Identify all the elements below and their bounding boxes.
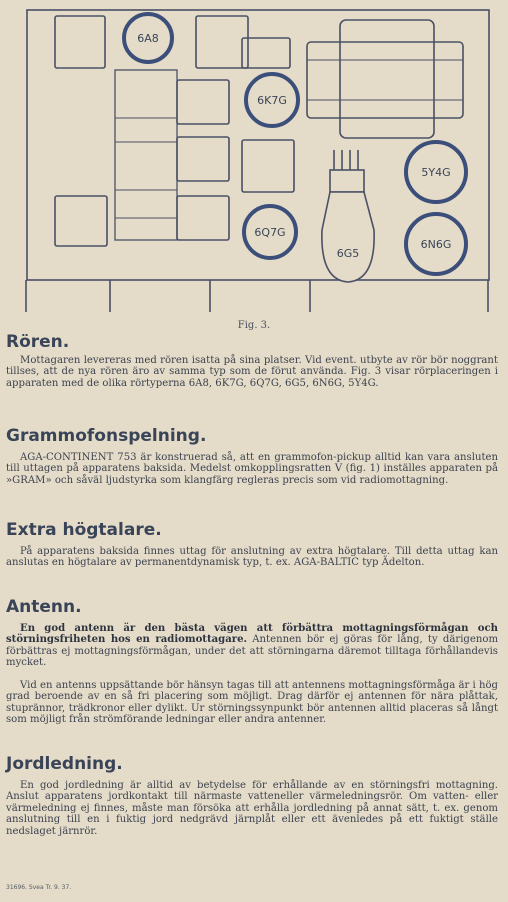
tube-label-6q7g: 6Q7G (254, 226, 286, 239)
heading-extra-hogtalare: Extra högtalare. (6, 520, 162, 540)
tube-label-6a8: 6A8 (137, 32, 159, 45)
heading-jordledning: Jordledning. (6, 754, 123, 774)
power-transformer (307, 42, 463, 118)
paragraph-roren: Mottagaren levereras med rören isatta på sina platser. Vid event. utbyte av rör bör noggrant tillses, att de nya rören äro av samma typ som de förut använda. Fig. 3 visar rörplaceringen i apparaten med de olika rörtyperna 6A8, 6K7G, 6Q7G, 6G5, 6N6G, 5Y4G. (6, 355, 498, 389)
heading-roren: Rören. (6, 332, 70, 352)
paragraph-jordledning: En god jordledning är alltid av betydelse för erhållande av en störningsfri mottagning. Anslut apparatens jordkontakt till närmaste vatteneller värmeledningsrör. Om vatten- eller värmeledning ej finnes, måste man försöka att erhålla jordledning på annat sätt, t. ex. genom anslutning till en i fuktig jord nedgrävd järnplåt eller ett ävenledes på ett fuktigt ställe nedslaget järnrör. (6, 780, 498, 837)
tube-label-6k7g: 6K7G (257, 94, 287, 107)
tube-6n6g (406, 214, 466, 274)
paragraph-antenn-1: En god antenn är den bästa vägen att förbättra mottagningsförmågan och störningsfriheten hos en radiomottagare. Antennen bör ej göras för lång, ty därigenom förbättras ej mottagningsförmågan, under det att störningarna däremot tilltaga förhållandevis mycket. (6, 623, 499, 669)
paragraph-antenn-2: Vid en antenns uppsättande bör hänsyn tagas till att antennens mottagningsförmåga är i hög grad beroende av en så fri placering som möjligt. Drag därför ej antennen för nära plåttak, stuprännor, trädkronor eller dylikt. Ur störningssynpunkt bör antennen alltid placeras så långt som möjligt från strömförande ledningar eller andra antenner. (6, 680, 498, 726)
tube-6g5 (322, 150, 374, 282)
paragraph-grammofonspelning: AGA-CONTINENT 753 är konstruerad så, att en grammofon-pickup alltid kan vara ansluten till uttagen på apparatens baksida. Medelst omkopplingsratten V (fig. 1) inställes apparaten på »GRAM» och såväl ljudstyrka som klangfärg regleras precis som vid radiomottagning. (6, 452, 498, 486)
tube-6q7g (244, 206, 296, 258)
figure-caption: Fig. 3. (237, 320, 271, 331)
print-footer: 31696. Svea Tr. 9. 37. (6, 884, 72, 891)
heading-antenn: Antenn. (6, 597, 82, 617)
tube-6k7g (246, 74, 298, 126)
heading-grammofonspelning: Grammofonspelning. (6, 426, 207, 446)
tube-5y4g (406, 142, 466, 202)
tube-label-6g5: 6G5 (336, 247, 360, 260)
tube-6a8 (124, 14, 172, 62)
tube-placement-diagram (0, 0, 508, 330)
tube-label-5y4g: 5Y4G (421, 166, 451, 179)
tube-label-6n6g: 6N6G (420, 238, 452, 251)
paragraph-extra-hogtalare: På apparatens baksida finnes uttag för anslutning av extra högtalare. Till detta uttag kan anslutas en högtalare av permanentdynamisk typ, t. ex. AGA-BALTIC typ Ädelton. (6, 546, 498, 569)
